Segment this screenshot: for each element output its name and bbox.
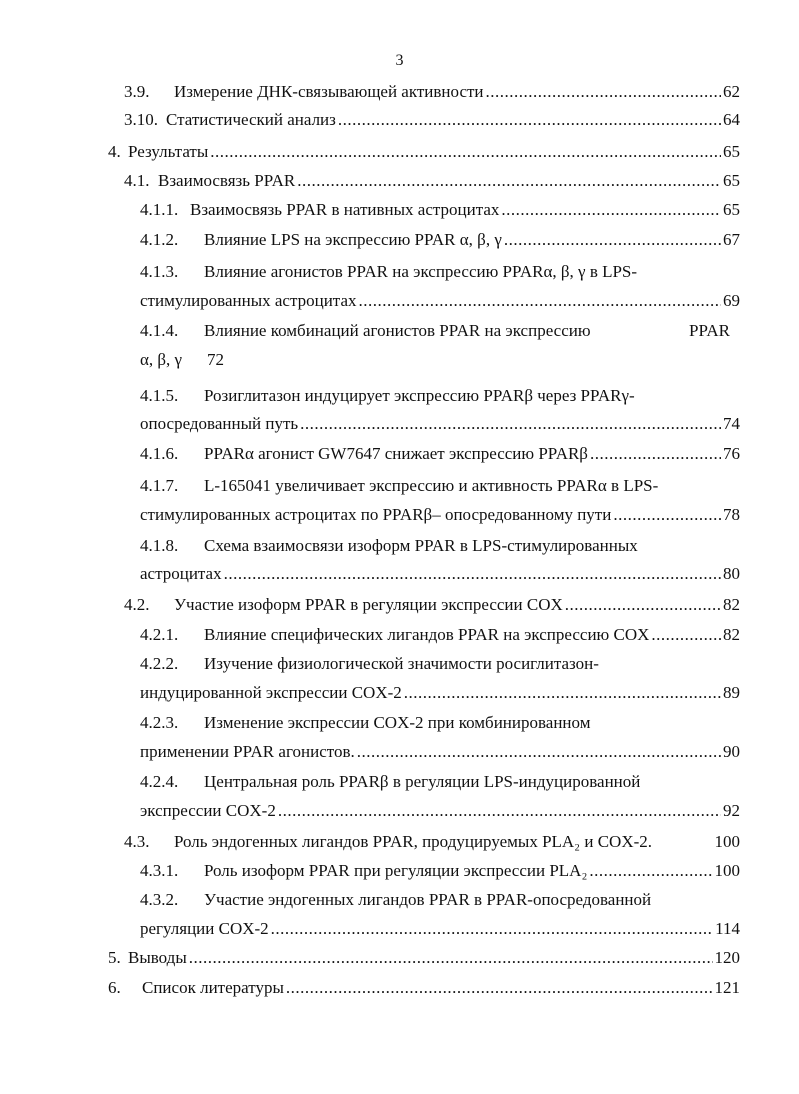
toc-leader-dots	[297, 168, 721, 194]
toc-entry-page: 90	[723, 742, 740, 761]
toc-entry-title: PPARα агонист GW7647 снижает экспрессию PPARβ	[204, 444, 588, 463]
toc-entry	[108, 945, 740, 971]
toc-entry-title-right: PPAR	[689, 321, 730, 340]
toc-entry-continuation	[140, 502, 740, 528]
toc-entry-number: 4.3.2.	[140, 890, 179, 909]
toc-leader-dots	[189, 945, 713, 971]
toc-entry-number: 4.2.4.	[140, 772, 179, 791]
toc-entry-page: 65	[723, 200, 740, 219]
toc-entry	[124, 592, 740, 618]
toc-entry	[140, 651, 740, 677]
toc-entry-title-cont: стимулированных астроцитах	[140, 291, 357, 310]
toc-entry-number: 4.3.	[124, 832, 150, 851]
toc-entry-title: Влияние специфических лигандов PPAR на экспрессию COX	[204, 625, 650, 644]
toc-entry-page: 65	[723, 142, 740, 161]
toc-entry	[124, 107, 740, 133]
toc-leader-dots	[589, 858, 712, 884]
toc-entry-title: Центральная роль PPARβ в регуляции LPS-индуцированной	[204, 772, 641, 791]
toc-leader-dots	[300, 411, 721, 437]
toc-entry-title: Влияние LPS на экспрессию PPAR α, β, γ	[204, 230, 502, 249]
toc-entry-page: 67	[723, 230, 740, 249]
toc-entry-continuation	[140, 347, 224, 373]
toc-entry-title: Участие изоформ PPAR в регуляции экспрессии COX	[174, 595, 563, 614]
toc-entry	[140, 318, 730, 344]
toc-entry-number: 4.2.2.	[140, 654, 179, 673]
toc-entry-number: 4.1.8.	[140, 536, 179, 555]
toc-entry-page: 92	[723, 801, 740, 820]
toc-entry-number: 3.10.	[124, 110, 158, 129]
toc-entry-title-cont: астроцитах	[140, 564, 222, 583]
toc-leader-dots	[501, 197, 721, 223]
page-number: 3	[395, 52, 404, 69]
toc-entry-number: 4.1.3.	[140, 262, 179, 281]
toc-entry-title: Результаты	[128, 142, 209, 161]
toc-entry-number: 6.	[108, 978, 121, 997]
toc-entry-continuation	[140, 916, 740, 942]
toc-entry	[140, 887, 740, 913]
toc-entry-continuation	[140, 411, 740, 437]
toc-entry-title: Влияние комбинаций агонистов PPAR на экспрессию	[204, 321, 591, 340]
toc-entry-page: 100	[714, 861, 740, 880]
toc-entry-title-cont: применении PPAR агонистов.	[140, 742, 355, 761]
toc-entry-page: 76	[723, 444, 740, 463]
toc-entry-title: Влияние агонистов PPAR на экспрессию PPARα, β, γ в LPS-	[204, 262, 638, 281]
toc-entry-page: 62	[723, 82, 740, 101]
toc-entry-title: L-165041 увеличивает экспрессию и активность PPARα в LPS-	[204, 476, 659, 495]
toc-entry-page: 65	[723, 171, 740, 190]
toc-entry-page: 80	[723, 564, 740, 583]
toc-leader-dots	[651, 622, 721, 648]
toc-entry-number: 4.2.3.	[140, 713, 179, 732]
toc-entry	[140, 858, 740, 884]
toc-entry	[140, 227, 740, 253]
toc-leader-dots	[210, 139, 721, 165]
toc-entry-number: 4.1.6.	[140, 444, 179, 463]
toc-entry-title: Взаимосвязь PPAR	[158, 171, 296, 190]
toc-entry	[108, 975, 740, 1001]
toc-entry-title-cont: опосредованный путь	[140, 414, 299, 433]
toc-entry-page: 72	[207, 350, 224, 369]
toc-entry	[140, 622, 740, 648]
toc-entry-page: 69	[723, 291, 740, 310]
toc-leader-dots	[565, 592, 721, 618]
toc-entry	[140, 259, 740, 285]
toc-entry-title-cont: экспрессии COX-2	[140, 801, 276, 820]
toc-entry-page: 82	[723, 595, 740, 614]
toc-entry	[124, 168, 740, 194]
toc-entry-title-cont: регуляции COX-2	[140, 919, 269, 938]
toc-entry-page: 64	[723, 110, 740, 129]
toc-leader-dots	[590, 441, 721, 467]
toc-entry-continuation	[140, 680, 740, 706]
toc-entry-number: 4.1.5.	[140, 386, 179, 405]
toc-entry-number: 4.1.1.	[140, 200, 179, 219]
toc-leader-dots	[358, 288, 721, 314]
toc-leader-dots	[286, 975, 713, 1001]
toc-leader-dots	[613, 502, 721, 528]
toc-entry	[140, 533, 740, 559]
toc-entry	[140, 197, 740, 223]
toc-entry-page: 78	[723, 505, 740, 524]
toc-leader-dots	[504, 227, 721, 253]
toc-entry-title-cont: стимулированных астроцитах по PPARβ– опосредованному пути	[140, 505, 612, 524]
toc-entry-page: 74	[723, 414, 740, 433]
toc-entry-number: 5.	[108, 948, 121, 967]
toc-entry-title: Изучение физиологической значимости росиглитазон-	[204, 654, 599, 673]
toc-entry-page: 82	[723, 625, 740, 644]
toc-entry-title: Список литературы	[142, 978, 284, 997]
toc-entry-title: Взаимосвязь PPAR в нативных астроцитах	[190, 200, 500, 219]
toc-entry	[140, 473, 740, 499]
toc-leader-dots	[486, 79, 721, 105]
toc-entry-title: Схема взаимосвязи изоформ PPAR в LPS-стимулированных	[204, 536, 638, 555]
toc-entry-continuation	[140, 739, 740, 765]
toc-leader-dots	[271, 916, 713, 942]
toc-entry-page: 100	[714, 832, 740, 851]
toc-leader-dots	[404, 680, 721, 706]
toc-entry-continuation	[140, 798, 740, 824]
toc-entry-number: 4.1.2.	[140, 230, 179, 249]
toc-entry	[140, 710, 740, 736]
toc-entry-title: Участие эндогенных лигандов PPAR в PPAR-опосредованной	[204, 890, 652, 909]
toc-entry	[124, 79, 740, 105]
toc-entry-number: 4.3.1.	[140, 861, 179, 880]
toc-entry-continuation	[140, 561, 740, 587]
toc-entry-page: 120	[714, 948, 740, 967]
toc-entry-number: 4.1.7.	[140, 476, 179, 495]
toc-leader-dots	[278, 798, 721, 824]
toc-entry	[140, 383, 740, 409]
toc-leader-dots	[338, 107, 721, 133]
toc-entry-number: 4.2.1.	[140, 625, 179, 644]
toc-entry-page: 114	[715, 919, 740, 938]
toc-entry-page: 89	[723, 683, 740, 702]
toc-entry-title: Выводы	[128, 948, 187, 967]
toc-entry	[140, 441, 740, 467]
toc-leader-dots	[224, 561, 721, 587]
toc-entry-title: Измерение ДНК-связывающей активности	[174, 82, 484, 101]
toc-entry-number: 4.2.	[124, 595, 150, 614]
toc-entry	[124, 829, 740, 855]
toc-entry-number: 3.9.	[124, 82, 150, 101]
toc-entry-title-cont: α, β, γ	[140, 350, 183, 369]
toc-entry	[108, 139, 740, 165]
toc-entry-page: 121	[714, 978, 740, 997]
toc-entry-title: Статистический анализ	[166, 110, 336, 129]
toc-entry-title: Роль эндогенных лигандов PPAR, продуцируемых PLA₂ и COX-2.	[174, 832, 653, 851]
toc-entry-number: 4.1.	[124, 171, 150, 190]
toc-entry-title: Розиглитазон индуцирует экспрессию PPARβ через PPARγ-	[204, 386, 635, 405]
toc-entry-number: 4.1.4.	[140, 321, 179, 340]
toc-entry-number: 4.	[108, 142, 121, 161]
toc-entry-title: Изменение экспрессии COX-2 при комбинированном	[204, 713, 591, 732]
toc-entry-continuation	[140, 288, 740, 314]
toc-entry-title-cont: индуцированной экспрессии COX-2	[140, 683, 402, 702]
toc-entry	[140, 769, 740, 795]
toc-leader-dots	[357, 739, 721, 765]
toc-entry-title: Роль изоформ PPAR при регуляции экспрессии PLA₂	[204, 861, 588, 880]
